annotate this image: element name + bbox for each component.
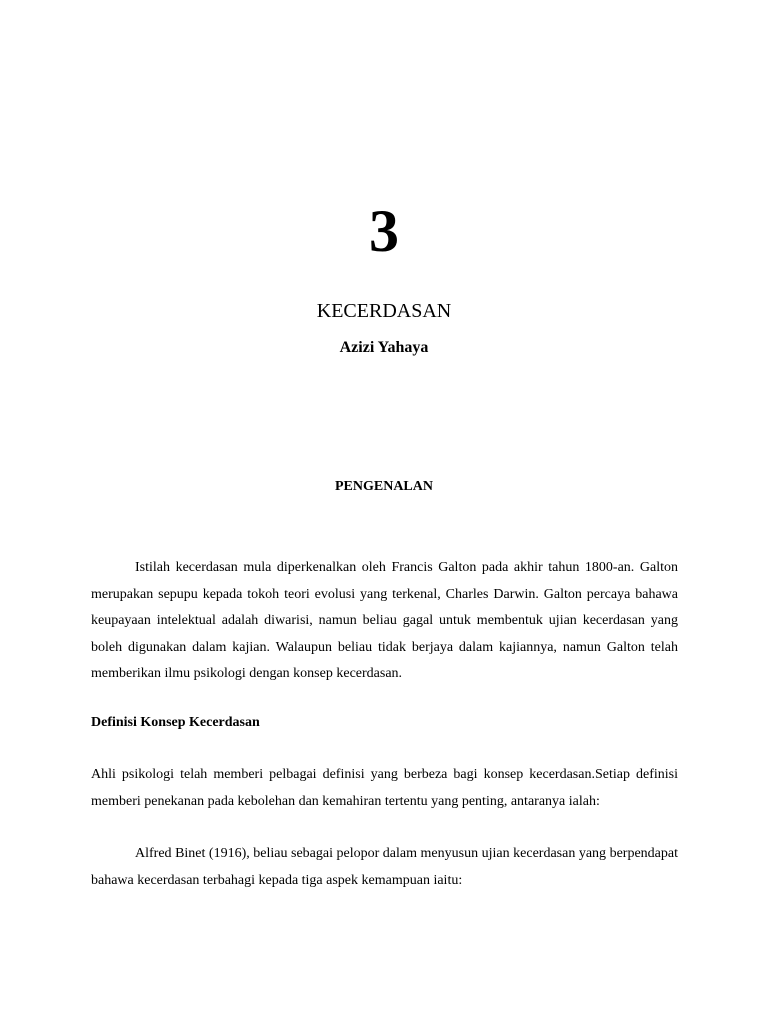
definition-subheading: Definisi Konsep Kecerdasan bbox=[91, 715, 260, 730]
chapter-number: 3 bbox=[369, 198, 399, 264]
definition-paragraph-block bbox=[91, 762, 678, 815]
intro-paragraph: Istilah kecerdasan mula diperkenalkan oleh Francis Galton pada akhir tahun 1800-an. Galton merupakan sepupu kepada tokoh teori evolusi yang terkenal, Charles Darwin. Galton percaya bahawa keupayaan intelektual adalah diwarisi, namun beliau gagal untuk membentuk ujian kecerdasan yang boleh digunakan dalam kajian. Walaupun beliau tidak berjaya dalam kajiannya, namun Galton telah memberikan ilmu psikologi dengan konsep kecerdasan. bbox=[91, 560, 678, 681]
intro-paragraph-block bbox=[91, 555, 678, 688]
binet-paragraph: Alfred Binet (1916), beliau sebagai pelopor dalam menyusun ujian kecerdasan yang berpendapat bahawa kecerdasan terbahagi kepada tiga aspek kemampuan iaitu: bbox=[91, 846, 678, 888]
binet-paragraph-block bbox=[91, 841, 678, 894]
section-heading-intro: PENGENALAN bbox=[334, 479, 433, 494]
chapter-title: KECERDASAN bbox=[316, 300, 452, 322]
definition-paragraph: Ahli psikologi telah memberi pelbagai definisi yang berbeza bagi konsep kecerdasan.Setiap definisi memberi penekanan pada kebolehan dan kemahiran tertentu yang penting, antaranya ialah: bbox=[91, 767, 678, 809]
author-name: Azizi Yahaya bbox=[339, 339, 429, 356]
